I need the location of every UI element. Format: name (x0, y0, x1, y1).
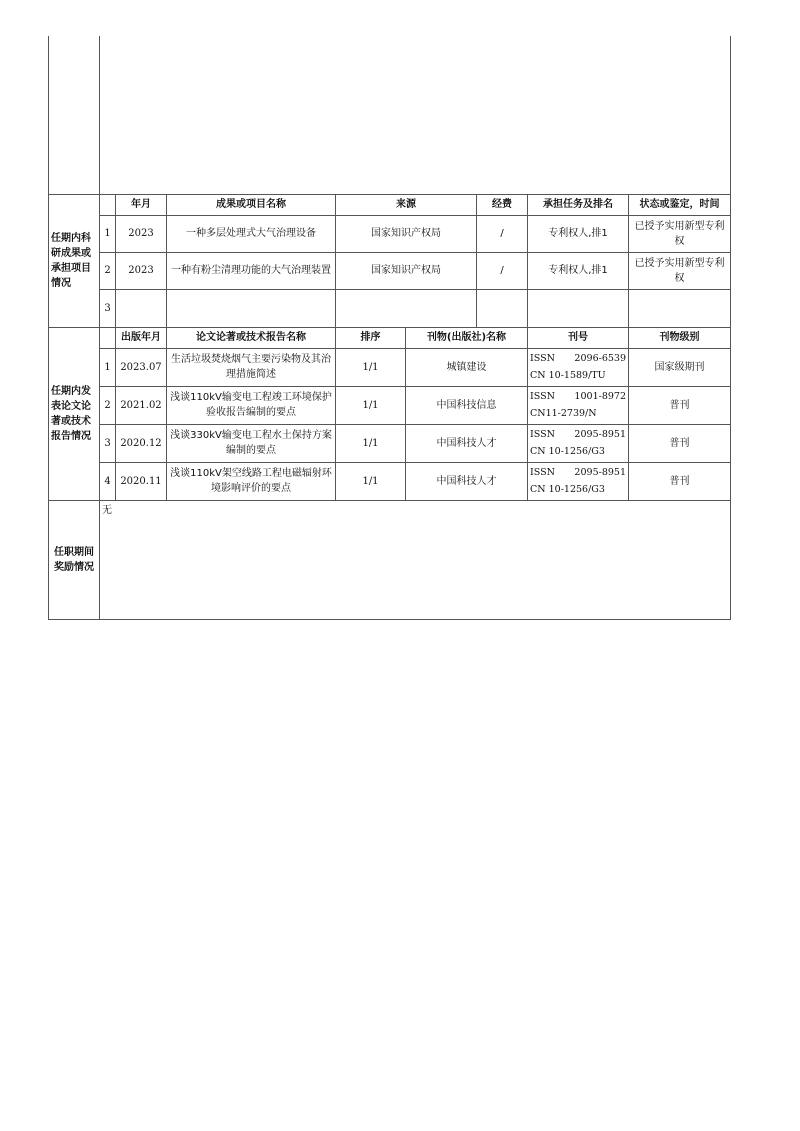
form-sheet (48, 36, 730, 620)
research-task-header: 承担任务及排名 (528, 194, 629, 215)
research-no: 3 (100, 289, 116, 327)
research-date (116, 289, 167, 327)
paper-date: 2020.11 (116, 462, 167, 500)
research-source: 国家知识产权局 (336, 215, 477, 252)
paper-no: 3 (100, 424, 116, 462)
paper-issn: ISSN 2095-8951 CN 10-1256/G3 (528, 462, 629, 500)
blank-content-cell (100, 36, 731, 194)
research-no: 1 (100, 215, 116, 252)
research-date: 2023 (116, 252, 167, 289)
paper-title: 浅谈110kV输变电工程竣工环境保护验收报告编制的要点 (167, 386, 336, 424)
research-funding-header: 经费 (477, 194, 528, 215)
awards-content: 无 (100, 500, 731, 619)
papers-rank-header: 排序 (336, 327, 406, 348)
research-task: 专利权人,排1 (528, 252, 629, 289)
research-name: 一种有粉尘清理功能的大气治理装置 (167, 252, 336, 289)
research-name-header: 成果或项目名称 (167, 194, 336, 215)
paper-no: 4 (100, 462, 116, 500)
research-source: 国家知识产权局 (336, 252, 477, 289)
paper-rank: 1/1 (336, 386, 406, 424)
research-date: 2023 (116, 215, 167, 252)
research-status: 已授予实用新型专利权 (629, 215, 731, 252)
research-date-header: 年月 (116, 194, 167, 215)
research-header-row (49, 194, 731, 215)
table-row (49, 424, 731, 462)
paper-title: 浅谈110kV架空线路工程电磁辐射环境影响评价的要点 (167, 462, 336, 500)
blank-continuation-row (49, 36, 731, 194)
awards-row (49, 500, 731, 619)
papers-issn-header: 刊号 (528, 327, 629, 348)
paper-date: 2020.12 (116, 424, 167, 462)
paper-publisher: 中国科技人才 (406, 462, 528, 500)
research-no-header (100, 194, 116, 215)
table-row (49, 386, 731, 424)
research-section-label: 任期内科研成果或承担项目情况 (49, 194, 100, 327)
papers-no-header (100, 327, 116, 348)
paper-publisher: 中国科技信息 (406, 386, 528, 424)
papers-section-label: 任期内发表论文论著或技术报告情况 (49, 327, 100, 500)
research-task: 专利权人,排1 (528, 215, 629, 252)
research-name (167, 289, 336, 327)
paper-publisher: 城镇建设 (406, 348, 528, 386)
paper-issn: ISSN 2096-6539 CN 10-1589/TU (528, 348, 629, 386)
papers-level-header: 刊物级别 (629, 327, 731, 348)
table-row (49, 215, 731, 252)
papers-title-header: 论文论著或技术报告名称 (167, 327, 336, 348)
research-funding (477, 289, 528, 327)
research-source-header: 来源 (336, 194, 477, 215)
paper-date: 2023.07 (116, 348, 167, 386)
paper-rank: 1/1 (336, 462, 406, 500)
research-funding: / (477, 215, 528, 252)
research-status (629, 289, 731, 327)
awards-section-label: 任职期间奖励情况 (49, 500, 100, 619)
paper-rank: 1/1 (336, 348, 406, 386)
table-row (49, 462, 731, 500)
paper-title: 浅谈330kV输变电工程水土保持方案编制的要点 (167, 424, 336, 462)
paper-date: 2021.02 (116, 386, 167, 424)
research-task (528, 289, 629, 327)
paper-publisher: 中国科技人才 (406, 424, 528, 462)
paper-no: 1 (100, 348, 116, 386)
blank-left-cell (49, 36, 100, 194)
research-status: 已授予实用新型专利权 (629, 252, 731, 289)
table-row (49, 252, 731, 289)
papers-publisher-header: 刊物(出版社)名称 (406, 327, 528, 348)
paper-title: 生活垃圾焚烧烟气主要污染物及其治理措施简述 (167, 348, 336, 386)
paper-no: 2 (100, 386, 116, 424)
paper-issn: ISSN 1001-8972 CN11-2739/N (528, 386, 629, 424)
paper-rank: 1/1 (336, 424, 406, 462)
table-row (49, 289, 731, 327)
paper-issn: ISSN 2095-8951 CN 10-1256/G3 (528, 424, 629, 462)
research-source (336, 289, 477, 327)
paper-level: 普刊 (629, 462, 731, 500)
paper-level: 普刊 (629, 424, 731, 462)
paper-level: 普刊 (629, 386, 731, 424)
paper-level: 国家级期刊 (629, 348, 731, 386)
table-row (49, 348, 731, 386)
research-name: 一种多层处理式大气治理设备 (167, 215, 336, 252)
papers-date-header: 出版年月 (116, 327, 167, 348)
research-status-header: 状态或鉴定，时间 (629, 194, 731, 215)
qualification-table (48, 36, 731, 620)
research-funding: / (477, 252, 528, 289)
papers-header-row (49, 327, 731, 348)
research-no: 2 (100, 252, 116, 289)
